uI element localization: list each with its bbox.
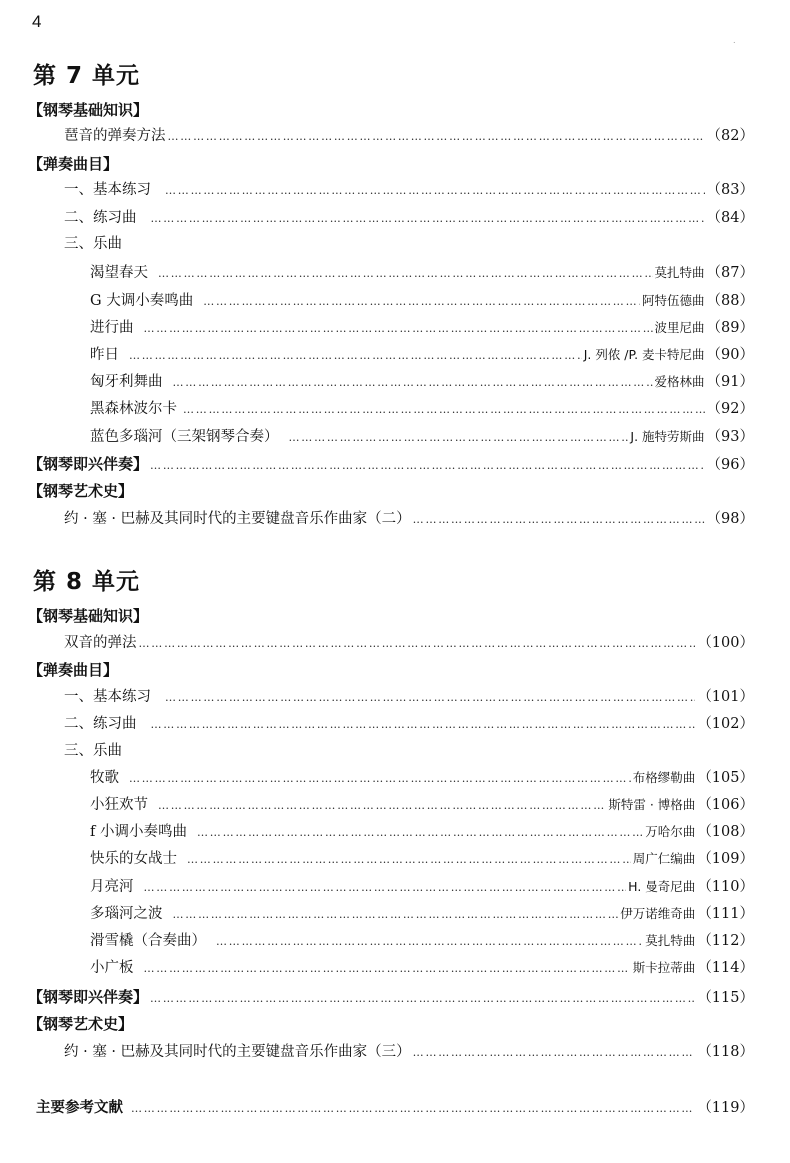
leader-dots bbox=[187, 848, 631, 872]
toc-entry-label: 二、练习曲 bbox=[64, 716, 137, 732]
toc-entry[interactable] bbox=[90, 370, 754, 394]
toc-entry-label: 进行曲 bbox=[90, 320, 134, 336]
leader-dots bbox=[151, 713, 696, 737]
toc-entry-composer: 斯特雷 · 博格曲 bbox=[608, 797, 696, 812]
toc-entry-improv[interactable] bbox=[28, 452, 754, 476]
toc-entry-composer: 莫扎特曲 bbox=[645, 933, 696, 948]
leader-dots bbox=[158, 794, 606, 818]
leader-dots bbox=[173, 371, 653, 395]
toc-entry-page: （109） bbox=[697, 851, 754, 867]
toc-entry-composer: J. 施特劳斯曲 bbox=[630, 429, 705, 444]
toc-entry-page: （82） bbox=[706, 128, 754, 144]
leader-dots bbox=[168, 125, 705, 149]
unit-8-pieces-heading: 【弹奏曲目】 bbox=[28, 661, 119, 679]
leader-dots bbox=[413, 1041, 696, 1065]
toc-entry-page: （90） bbox=[706, 347, 754, 363]
leader-dots bbox=[165, 686, 695, 710]
toc-entry-composer: J. 列侬 /P. 麦卡特尼曲 bbox=[583, 347, 705, 362]
leader-dots bbox=[197, 821, 643, 845]
toc-entry-label: 快乐的女战士 bbox=[90, 851, 177, 867]
toc-entry-label: 小狂欢节 bbox=[90, 797, 148, 813]
toc-entry-label: 约 · 塞 · 巴赫及其同时代的主要键盘音乐作曲家（三） bbox=[64, 1044, 411, 1060]
toc-entry-label: 月亮河 bbox=[90, 879, 134, 895]
unit-7-pieces-heading: 【弹奏曲目】 bbox=[28, 155, 119, 173]
toc-entry[interactable] bbox=[90, 793, 754, 817]
toc-entry-improv[interactable] bbox=[28, 985, 754, 1009]
toc-entry-label: 一、基本练习 bbox=[64, 689, 151, 705]
leader-dots bbox=[129, 767, 631, 791]
toc-entry[interactable] bbox=[90, 766, 754, 790]
toc-entry-page: （110） bbox=[697, 879, 754, 895]
toc-entry-label: 主要参考文献 bbox=[36, 1100, 123, 1116]
toc-entry-label: 约 · 塞 · 巴赫及其同时代的主要键盘音乐作曲家（二） bbox=[64, 511, 411, 527]
toc-entry-composer: 莫扎特曲 bbox=[654, 265, 705, 280]
toc-entry[interactable] bbox=[90, 261, 754, 285]
toc-entry-page: （89） bbox=[706, 320, 754, 336]
leader-dots bbox=[144, 957, 631, 981]
unit-8-history-heading: 【钢琴艺术史】 bbox=[28, 1015, 134, 1033]
unit-7-music-heading: 三、乐曲 bbox=[64, 236, 122, 252]
leader-dots bbox=[131, 1097, 695, 1121]
toc-entry-label: 滑雪橇（合奏曲） bbox=[90, 933, 206, 949]
toc-entry-composer: 周广仁编曲 bbox=[632, 851, 696, 866]
toc-entry-composer: 伊万诺维奇曲 bbox=[620, 906, 696, 921]
leader-dots bbox=[144, 876, 627, 900]
toc-entry-page: （105） bbox=[697, 770, 754, 786]
toc-entry-page: （106） bbox=[697, 797, 754, 813]
unit-7-basics-heading: 【钢琴基础知识】 bbox=[28, 101, 149, 119]
unit-8-title: 第 8 单元 bbox=[33, 569, 141, 595]
toc-entry-page: （111） bbox=[697, 906, 754, 922]
toc-entry-page: （108） bbox=[697, 824, 754, 840]
toc-entry-page: （92） bbox=[706, 401, 754, 417]
toc-entry-composer: 斯卡拉蒂曲 bbox=[632, 960, 696, 975]
leader-dots bbox=[289, 426, 629, 450]
leader-dots bbox=[150, 987, 695, 1011]
toc-entry-page: （87） bbox=[706, 265, 754, 281]
unit-7-title: 第 7 单元 bbox=[33, 63, 141, 89]
toc-entry-page: （118） bbox=[697, 1044, 754, 1060]
toc-entry-composer: 万哈尔曲 bbox=[645, 824, 696, 839]
toc-entry[interactable] bbox=[90, 397, 754, 421]
leader-dots bbox=[203, 290, 640, 314]
leader-dots bbox=[151, 207, 705, 231]
leader-dots bbox=[216, 930, 643, 954]
toc-entry-composer: H. 曼奇尼曲 bbox=[628, 879, 696, 894]
toc-entry-page: （115） bbox=[697, 990, 754, 1006]
leader-dots bbox=[139, 632, 696, 656]
leader-dots bbox=[129, 344, 582, 368]
toc-entry-label: 小广板 bbox=[90, 960, 134, 976]
toc-entry-composer: 爱格林曲 bbox=[654, 374, 705, 389]
toc-entry-label: 琶音的弹奏方法 bbox=[64, 128, 166, 144]
leader-dots bbox=[158, 262, 653, 286]
toc-entry[interactable] bbox=[90, 820, 754, 844]
toc-entry[interactable] bbox=[64, 1040, 754, 1064]
toc-entry-page: （119） bbox=[697, 1100, 754, 1116]
toc-entry-label: 黑森林波尔卡 bbox=[90, 401, 177, 417]
toc-entry-page: （96） bbox=[706, 457, 754, 473]
toc-entry-composer: 波里尼曲 bbox=[654, 320, 705, 335]
leader-dots bbox=[150, 454, 705, 478]
toc-entry[interactable] bbox=[90, 343, 754, 367]
toc-entry-label: 【钢琴即兴伴奏】 bbox=[28, 988, 149, 1006]
toc-entry-page: （101） bbox=[697, 689, 754, 705]
toc-entry[interactable] bbox=[90, 929, 754, 953]
toc-entry-composer: 阿特伍德曲 bbox=[642, 293, 705, 308]
toc-entry-page: （91） bbox=[706, 374, 754, 390]
corner-mark: . bbox=[733, 36, 736, 45]
toc-entry[interactable] bbox=[90, 902, 754, 926]
toc-entry[interactable] bbox=[90, 316, 754, 340]
toc-entry[interactable] bbox=[64, 206, 754, 230]
toc-entry[interactable] bbox=[64, 631, 754, 655]
toc-entry-label: 昨日 bbox=[90, 347, 119, 363]
toc-entry-label: 渴望春天 bbox=[90, 265, 148, 281]
toc-entry-label: 牧歌 bbox=[90, 770, 119, 786]
toc-entry-page: （102） bbox=[697, 716, 754, 732]
toc-entry-page: （112） bbox=[697, 933, 754, 949]
toc-entry[interactable] bbox=[64, 712, 754, 736]
toc-entry[interactable] bbox=[90, 289, 754, 313]
toc-entry-references[interactable] bbox=[36, 1096, 754, 1120]
page-number: 4 bbox=[32, 12, 42, 31]
toc-entry[interactable] bbox=[90, 875, 754, 899]
leader-dots bbox=[183, 398, 705, 422]
toc-entry-label: 蓝色多瑙河（三架钢琴合奏） bbox=[90, 429, 279, 445]
toc-entry-label: 双音的弹法 bbox=[64, 635, 137, 651]
toc-entry-page: （93） bbox=[706, 429, 754, 445]
toc-entry-label: 匈牙利舞曲 bbox=[90, 374, 163, 390]
toc-entry-label: G 大调小奏鸣曲 bbox=[90, 293, 194, 309]
toc-entry-label: 【钢琴即兴伴奏】 bbox=[28, 455, 149, 473]
toc-entry-label: 一、基本练习 bbox=[64, 182, 151, 198]
unit-8-music-heading: 三、乐曲 bbox=[64, 743, 122, 759]
toc-entry-composer: 布格缪勒曲 bbox=[632, 770, 696, 785]
toc-entry-label: 二、练习曲 bbox=[64, 210, 137, 226]
toc-entry[interactable] bbox=[90, 847, 754, 871]
toc-entry[interactable] bbox=[90, 425, 754, 449]
leader-dots bbox=[165, 179, 705, 203]
toc-entry-page: （98） bbox=[706, 511, 754, 527]
toc-entry-page: （100） bbox=[697, 635, 754, 651]
toc-entry[interactable] bbox=[64, 507, 754, 531]
toc-entry[interactable] bbox=[64, 178, 754, 202]
toc-entry[interactable] bbox=[64, 685, 754, 709]
toc-entry-page: （88） bbox=[706, 293, 754, 309]
toc-entry[interactable] bbox=[64, 124, 754, 148]
toc-entry-page: （84） bbox=[706, 210, 754, 226]
toc-entry[interactable] bbox=[90, 956, 754, 980]
leader-dots bbox=[144, 317, 653, 341]
toc-entry-page: （114） bbox=[697, 960, 754, 976]
leader-dots bbox=[413, 508, 705, 532]
unit-8-basics-heading: 【钢琴基础知识】 bbox=[28, 607, 149, 625]
leader-dots bbox=[173, 903, 619, 927]
toc-entry-label: f 小调小奏鸣曲 bbox=[90, 824, 187, 840]
toc-entry-label: 多瑙河之波 bbox=[90, 906, 163, 922]
unit-7-history-heading: 【钢琴艺术史】 bbox=[28, 482, 134, 500]
toc-entry-page: （83） bbox=[706, 182, 754, 198]
